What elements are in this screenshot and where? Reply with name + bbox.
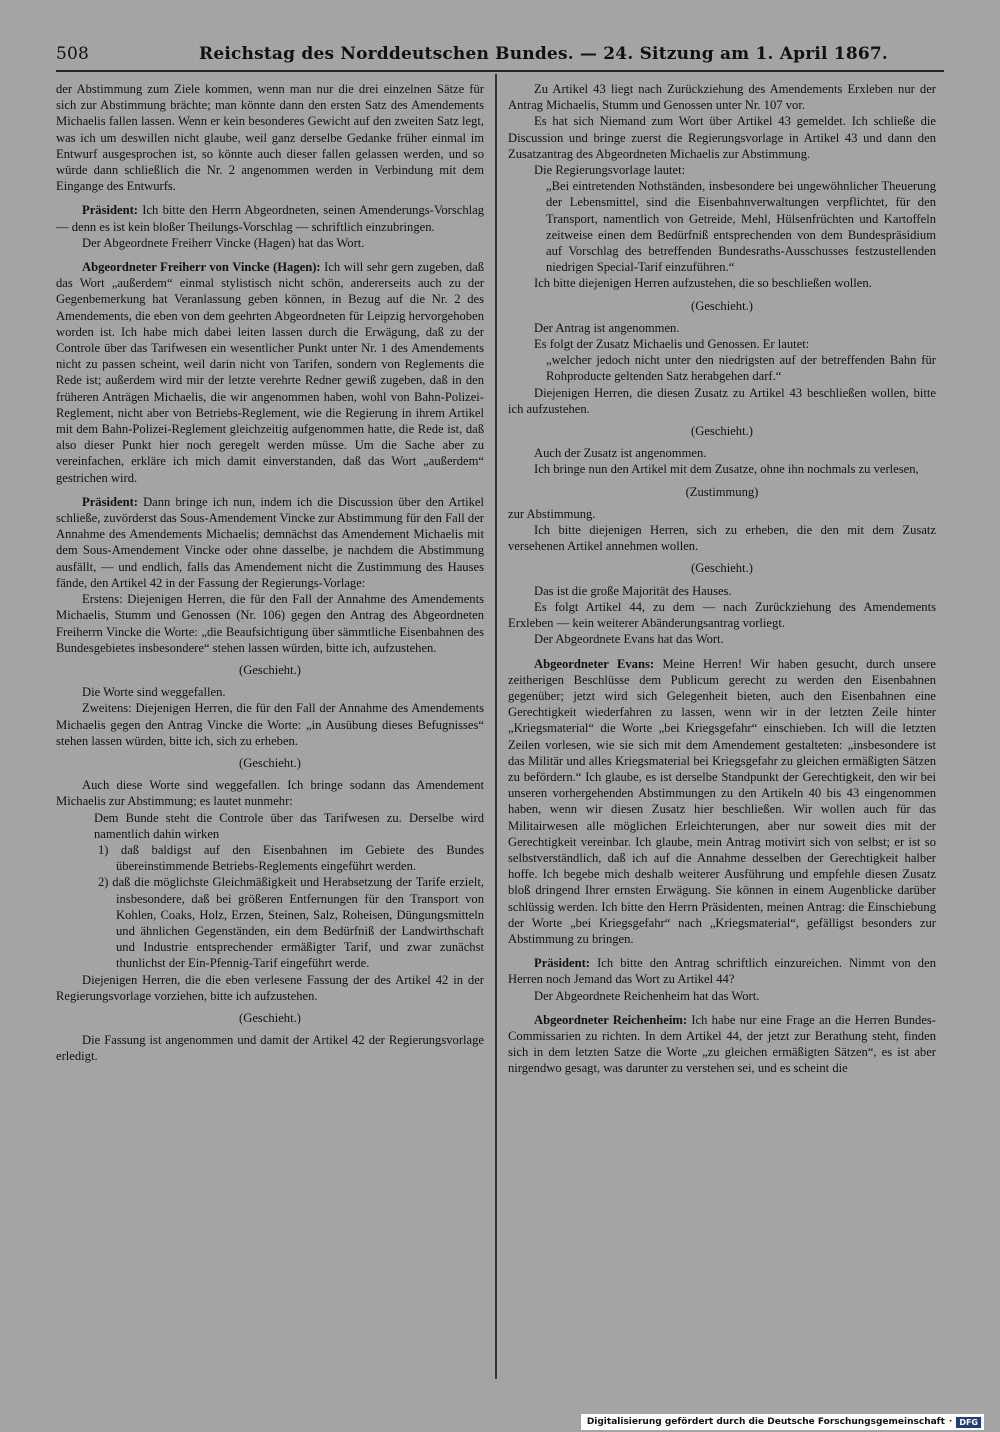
paragraph: Es hat sich Niemand zum Wort über Artikel 43 gemeldet. Ich schließe die Discussion und bringe zuerst die Regierungsvorlage in Artikel 43 und dann den Zusatzantrag des Abgeordneten Michaelis zur Abstimmung. — [508, 114, 936, 161]
paragraph: zur Abstimmung. — [508, 506, 596, 521]
paragraph: Auch der Zusatz ist angenommen. — [534, 446, 707, 461]
speech-text: Ich bitte den Herrn Abgeordneten, seinen Amenderungs-Vorschlag — denn es ist kein bloßer Theilungs-Vorschlag — schriftlich einzubringen. — [56, 203, 485, 234]
paragraph: Das ist die große Majorität des Hauses. — [534, 583, 732, 598]
paragraph: Der Abgeordnete Freiherr Vincke (Hagen) hat das Wort. — [82, 235, 365, 250]
speech-paragraph — [56, 494, 484, 591]
paragraph: Es folgt der Zusatz Michaelis und Genossen. Er lautet: — [534, 337, 810, 352]
paragraph: Ich bitte diejenigen Herren aufzustehen, die so beschließen wollen. — [534, 276, 872, 291]
quoted-text: „Bei eintretenden Nothständen, insbesondere bei ungewöhnlicher Theuerung der Lebensmittel, sind die Eisenbahnverwaltungen verpflichtet, für den Transport, namentlich von Getreide, Mehl, Hülsenfrüchten und Kartoffeln zeitweise einen dem Bedürfniß entsprechenden von dem Bundespräsidium auf Vorschlag des betreffenden Bundesraths-Ausschusses festzustellenden niedrigen Special-Tarif einzuführen.“ — [546, 179, 936, 275]
paragraph: Auch diese Worte sind weggefallen. Ich bringe sodann das Amendement Michaelis zur Abstimmung; es lautet nunmehr: — [56, 778, 484, 809]
paragraph: Zu Artikel 43 liegt nach Zurückziehung des Amendements Erxleben nur der Antrag Michaelis, Stumm und Genossen unter Nr. 107 vor. — [508, 82, 936, 113]
speech-text: Meine Herren! Wir haben gesucht, durch unsere zeitherigen Beschlüsse dem Publicum gerecht zu werden den Eisenbahnen gegenüber; jetzt wird sich Gelegenheit bieten, auch den Eisenbahnen eine Gerechtigkeit wiederfahren zu lassen, wenn wir in der letzten Zeile hinter „Kriegsmaterial“ die Worte „bei Kriegsgefahr“ einschieben. Ich will die letzten Zeilen vorlesen, wie sie sich mit dem Amendement gestalteten: „insbesondere ist das Militär und alles Kriegsmaterial bei Kriegsgefahr zu gleichen ermäßigten Sätzen zu befördern.“ Ich glaube, es ist derselbe Standpunkt der Gerechtigkeit, den wir bei unseren vorhergehenden Abstimmungen zu den Artikeln 40 bis 43 eingenommen haben, wenn wir diesen Zusatz hier beschließen. Wir wollen auch für das Militairwesen alle möglichen Erleichterungen, aber nur soweit dies mit der Gerechtigkeit vereinbar. Ich glaube, mein Antrag motivirt sich von selbst; er ist so selbstverständlich, daß ich auf die Annahme desselben der Gerechtigkeit halber hoffe. Ich begebe mich deshalb weiterer Ausführung und empfehle diesen Zusatz bloß dringend Ihrer ernsten Erwägung. Sie können in einem Augenblicke darüber schlüssig werden. Ich bitte den Herrn Präsidenten, meinen Antrag: die Einschiebung der Worte „bei Kriegsgefahr“ nach „Kriegsmaterial“, gefälligst besonders zur Abstimmung zu bringen. — [508, 656, 936, 946]
speech-text: Dann bringe ich nun, indem ich die Discussion über den Artikel schließe, zuvörderst das Sous-Amendement Vincke zur Abstimmung für den Fall der Annahme des Amendements Michaelis; demnächst das Amendement Michaelis mit dem Sous-Amendement Vincke oder ohne dasselbe, je nachdem die Abstimmung ausfällt, — und endlich, falls das Amendement nicht die Zustimmung des Hauses fände, den Artikel 42 in der Fassung der Regierungs-Vorlage: — [56, 494, 484, 590]
speaker-name: Abgeordneter Reichenheim: — [534, 1012, 688, 1027]
stage-direction: (Zustimmung) — [685, 484, 759, 499]
left-column — [56, 81, 484, 1065]
stage-direction: (Geschieht.) — [691, 561, 753, 576]
speech-paragraph — [508, 1012, 936, 1077]
stage-direction: (Geschieht.) — [691, 298, 753, 313]
speech-paragraph — [56, 202, 484, 234]
page-number: 508 — [56, 44, 90, 64]
stage-direction: (Geschieht.) — [239, 755, 301, 770]
paragraph: Die Worte sind weggefallen. — [82, 685, 226, 700]
speech-paragraph — [56, 259, 484, 486]
speech-text: Ich bitte den Antrag schriftlich einzureichen. Nimmt von den Herren noch Jemand das Wort zu Artikel 44? — [508, 956, 936, 987]
paragraph: Diejenigen Herren, die diesen Zusatz zu Artikel 43 beschließen wollen, bitte ich aufzustehen. — [508, 385, 936, 416]
enumerated-item: 1) daß baldigst auf den Eisenbahnen im Gebiete des Bundes übereinstimmende Betriebs-Reglements eingeführt werden. — [98, 842, 484, 874]
speech-text: Ich habe nur eine Frage an die Herren Bundes-Commissarien zu richten. In dem Artikel 44, der jetzt zur Berathung steht, finden sich in dem letzten Satze die Worte „zu gleichen ermäßigten Sätzen“, es ist aber nirgendwo gesagt, was darunter zu verstehen sei, und es scheint die — [508, 1012, 936, 1076]
speech-paragraph — [508, 955, 936, 987]
speaker-name: Präsident: — [534, 956, 590, 971]
speech-text: Ich will sehr gern zugeben, daß das Wort „außerdem“ einmal stylistisch nicht schön, andererseits auch zu der Gegenbemerkung hat Veranlassung geben können, in Bezug auf die Nr. 2 des Amendements, die eben von dem geehrten Abgeordneten für Leipzig hervorgehoben worden ist. Ich habe mich dabei leiten lassen durch die Erwägung, daß zu der Controle über das Tarifwesen ein wesentlicher Punkt unter Nr. 1 des Amendements nicht zu passen scheint, weil darin nicht von Tarifen, sondern von Reglements die Rede ist; außerdem wird mir der letzte verehrte Redner gewiß zugeben, daß in den früheren Anträgen Michaelis, die wir angenommen haben, wohl von Bahn-Polizei-Reglement, nicht aber von Betriebs-Reglement, wie die Regierung in ihrem Artikel mit dem Bahn-Polizei-Reglement gleichzeitig aufgenommen hatte, die Rede ist, daß also dieser Punkt hier noch geregelt werden müsse. Um die Sache aber zu vereinfachen, erkläre ich mich damit einverstanden, daß das Wort „außerdem“ gestrichen wird. — [56, 260, 484, 485]
right-column — [508, 81, 936, 1077]
paragraph: Die Fassung ist angenommen und damit der Artikel 42 der Regierungsvorlage erledigt. — [56, 1033, 484, 1064]
speaker-name: Präsident: — [82, 494, 138, 509]
speaker-name: Präsident: — [82, 203, 138, 218]
dfg-logo: DFG — [956, 1417, 981, 1428]
speaker-name: Abgeordneter Evans: — [534, 656, 655, 671]
quoted-text: „welcher jedoch nicht unter den niedrigsten auf der betreffenden Bahn für Rohproducte geltenden Satz herabgehen darf.“ — [546, 353, 936, 384]
paragraph: Es folgt Artikel 44, zu dem — nach Zurückziehung des Amendements Erxleben — kein weiterer Abänderungsantrag vorliegt. — [508, 599, 936, 631]
footer-credit: Digitalisierung gefördert durch die Deutsche Forschungsgemeinschaft · DFG — [581, 1414, 984, 1430]
paragraph: Diejenigen Herren, die die eben verlesene Fassung der des Artikel 42 in der Regierungsvorlage vorziehen, bitte ich aufzustehen. — [56, 972, 484, 1003]
paragraph: Erstens: Diejenigen Herren, die für den Fall der Annahme des Amendements Michaelis, Stumm und Genossen (Nr. 106) gegen den Antrag des Abgeordneten Freiherrn Vincke die Worte: „die Beaufsichtigung über sämmtliche Eisenbahnen des Bundesgebietes insbesondere“ stehen lassen würden, bitte ich, aufzustehen. — [56, 592, 484, 655]
paragraph: Die Regierungsvorlage lautet: — [534, 163, 686, 178]
paragraph: Ich bitte diejenigen Herren, sich zu erheben, die den mit dem Zusatz versehenen Artikel annehmen wollen. — [508, 523, 936, 554]
paragraph: Der Abgeordnete Evans hat das Wort. — [534, 632, 724, 647]
header-rule — [56, 70, 944, 72]
stage-direction: (Geschieht.) — [239, 1010, 301, 1025]
running-title: Reichstag des Norddeutschen Bundes. — 24. Sitzung am 1. April 1867. — [199, 44, 889, 64]
speaker-name: Abgeordneter Freiherr von Vincke (Hagen): — [82, 260, 321, 275]
enumerated-item: 2) daß die möglichste Gleichmäßigkeit und Herabsetzung der Tarife erzielt, insbesondere, daß bei größeren Entfernungen für den Transport von Kohlen, Coaks, Holz, Erzen, Steinen, Salz, Roheisen, Düngungsmitteln und ähnlichen Gegenständen, ein dem Bedürfniß der Landwirthschaft und Industrie entsprechender ermäßigter Tarif, und zwar zunächst thunlichst der Ein-Pfennig-Tarif eingeführt werde. — [98, 875, 484, 971]
speech-paragraph — [508, 656, 936, 948]
paragraph: der Abstimmung zum Ziele kommen, wenn man nur die drei einzelnen Sätze für sich zur Abstimmung brächte; man könnte dann den ersten Satz des Amendements Michaelis fallen lassen. Wenn er kein besonderes Gewicht auf den zweiten Satz legt, was ich um deswillen nicht glaube, weil ganz derselbe Gedanke früher einmal im Entwurf ausgesprochen ist, so könnte auch dieser fallen gelassen werden, und so würde dann schließlich die Nr. 2 angenommen werden in Verbindung mit dem Eingange des Entwurfs. — [56, 82, 484, 194]
paragraph: Zweitens: Diejenigen Herren, die für den Fall der Annahme des Amendements Michaelis gegen den Antrag Vincke die Worte: „in Ausübung dieses Befugnisses“ stehen lassen würden, bitte ich, sich zu erheben. — [56, 701, 484, 748]
footer-text: Digitalisierung gefördert durch die Deutsche Forschungsgemeinschaft — [586, 1417, 945, 1427]
page-header — [56, 44, 946, 68]
stage-direction: (Geschieht.) — [239, 662, 301, 677]
stage-direction: (Geschieht.) — [691, 424, 753, 439]
quoted-text: Dem Bunde steht die Controle über das Tarifwesen zu. Derselbe wird namentlich dahin wirken — [94, 810, 484, 841]
paragraph: Ich bringe nun den Artikel mit dem Zusatze, ohne ihn nochmals zu verlesen, — [534, 462, 919, 477]
column-divider — [495, 74, 497, 1379]
paragraph: Der Abgeordnete Reichenheim hat das Wort. — [534, 988, 760, 1003]
paragraph: Der Antrag ist angenommen. — [534, 320, 680, 335]
